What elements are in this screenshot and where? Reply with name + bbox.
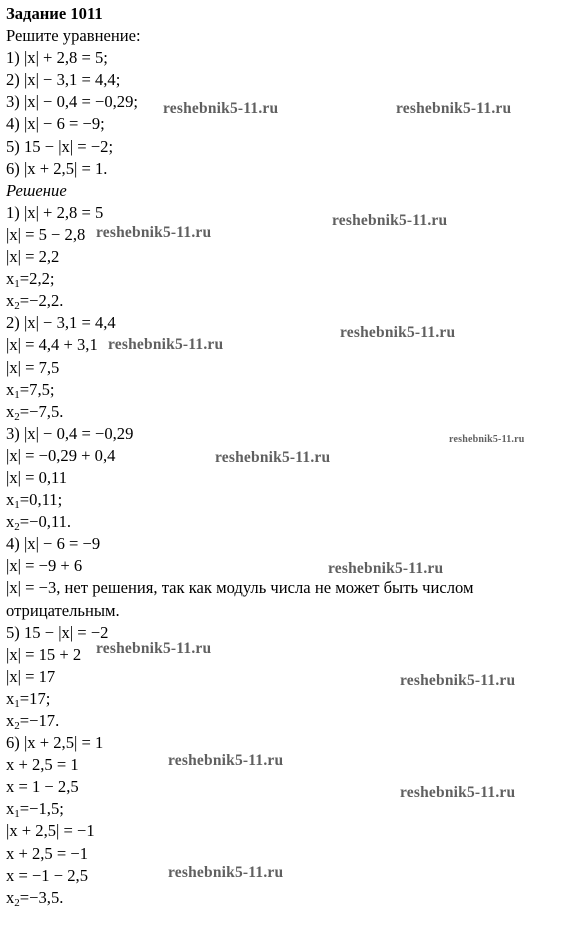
- solution-5-line-2: |x| = 15 + 2: [6, 644, 82, 664]
- var-x: x: [6, 291, 15, 311]
- subscript: 2: [14, 300, 20, 313]
- solution-6-line-6: x + 2,5 = −1: [6, 843, 89, 863]
- solution-5-root-1: [6, 688, 570, 710]
- var-x: x: [6, 401, 15, 421]
- equation-6: 6) |x + 2,5| = 1.: [6, 158, 108, 178]
- solution-1-line-2: |x| = 5 − 2,8: [6, 224, 86, 244]
- watermark: reshebnik5-11.ru: [215, 449, 331, 466]
- watermark: reshebnik5-11.ru: [328, 560, 444, 577]
- subscript: 1: [14, 278, 20, 291]
- solution-heading: Решение: [6, 180, 67, 200]
- solution-4-line-3: |x| = −3, нет решения, так как модуль числа не может быть числом отрицательным.: [6, 578, 474, 620]
- watermark: reshebnik5-11.ru: [449, 434, 525, 445]
- solution-6-root-1: [6, 798, 570, 820]
- subscript: 2: [14, 521, 20, 534]
- watermark: reshebnik5-11.ru: [396, 100, 512, 117]
- watermark: reshebnik5-11.ru: [340, 324, 456, 341]
- solution-4-line-1: 4) |x| − 6 = −9: [6, 534, 101, 554]
- root-value: =0,11;: [19, 490, 63, 510]
- solution-3-line-3: |x| = 0,11: [6, 467, 68, 487]
- solution-1-root-1: [6, 268, 570, 290]
- solution-1-line-1: 1) |x| + 2,8 = 5: [6, 202, 104, 222]
- solution-5-line-1: 5) 15 − |x| = −2: [6, 622, 109, 642]
- subscript: 2: [14, 896, 20, 909]
- solution-2-line-2: |x| = 4,4 + 3,1: [6, 335, 98, 355]
- solution-2-line-1: 2) |x| − 3,1 = 4,4: [6, 313, 116, 333]
- root-value: =−17.: [19, 711, 60, 730]
- watermark: reshebnik5-11.ru: [108, 336, 224, 353]
- solution-2-line-3: |x| = 7,5: [6, 357, 60, 377]
- root-value: =−0,11.: [19, 512, 72, 532]
- solution-3-line-1: 3) |x| − 0,4 = −0,29: [6, 423, 134, 443]
- equation-5: 5) 15 − |x| = −2;: [6, 136, 114, 156]
- solution-6-line-2: x + 2,5 = 1: [6, 755, 79, 775]
- var-x: x: [6, 887, 15, 907]
- solution-1-line-3: |x| = 2,2: [6, 247, 60, 267]
- solution-6-line-5: |x + 2,5| = −1: [6, 821, 95, 841]
- equation-1: 1) |x| + 2,8 = 5;: [6, 48, 108, 68]
- watermark: reshebnik5-11.ru: [332, 212, 448, 229]
- solution-6-root-2: [6, 887, 570, 909]
- var-x: x: [6, 269, 15, 289]
- root-value: =−3,5.: [19, 887, 64, 907]
- watermark: reshebnik5-11.ru: [96, 640, 212, 657]
- root-value: =17;: [19, 688, 51, 708]
- task-title: Задание 1011: [6, 4, 103, 23]
- var-x: x: [6, 490, 15, 510]
- var-x: x: [6, 379, 15, 399]
- solution-3-root-1: [6, 489, 570, 511]
- solution-5-line-3: |x| = 17: [6, 666, 56, 686]
- watermark: reshebnik5-11.ru: [163, 100, 279, 117]
- solution-1-root-2: [6, 290, 570, 312]
- var-x: x: [6, 799, 15, 819]
- solution-3-line-2: |x| = −0,29 + 0,4: [6, 445, 116, 465]
- equation-2: 2) |x| − 3,1 = 4,4;: [6, 70, 121, 90]
- root-value: =−1,5;: [19, 799, 64, 819]
- solution-4-line-2: |x| = −9 + 6: [6, 556, 83, 576]
- watermark: reshebnik5-11.ru: [168, 752, 284, 769]
- solution-3-root-2: [6, 511, 570, 533]
- root-value: =7,5;: [19, 379, 55, 399]
- root-value: =2,2;: [19, 269, 55, 289]
- root-value: =−7,5.: [19, 401, 64, 421]
- solution-2-root-2: [6, 401, 570, 423]
- equation-4: 4) |x| − 6 = −9;: [6, 114, 105, 134]
- subscript: 1: [14, 697, 20, 710]
- var-x: x: [6, 688, 15, 708]
- subscript: 2: [14, 410, 20, 423]
- watermark: reshebnik5-11.ru: [168, 864, 284, 881]
- solution-2-root-1: [6, 379, 570, 401]
- subscript: 2: [14, 720, 20, 732]
- subscript: 1: [14, 499, 20, 512]
- root-value: =−2,2.: [19, 291, 64, 311]
- solution-6-line-3: x = 1 − 2,5: [6, 777, 79, 797]
- solution-5-root-2: [6, 710, 570, 732]
- watermark: reshebnik5-11.ru: [400, 784, 516, 801]
- watermark: reshebnik5-11.ru: [96, 224, 212, 241]
- solution-6-line-1: 6) |x + 2,5| = 1: [6, 733, 104, 753]
- document: [6, 3, 570, 909]
- subscript: 1: [14, 808, 20, 821]
- equation-3: 3) |x| − 0,4 = −0,29;: [6, 92, 138, 112]
- subscript: 1: [14, 388, 20, 401]
- task-intro: Решите уравнение:: [6, 26, 141, 46]
- var-x: x: [6, 512, 15, 532]
- solution-6-line-7: x = −1 − 2,5: [6, 865, 89, 885]
- watermark: reshebnik5-11.ru: [400, 672, 516, 689]
- var-x: x: [6, 711, 15, 730]
